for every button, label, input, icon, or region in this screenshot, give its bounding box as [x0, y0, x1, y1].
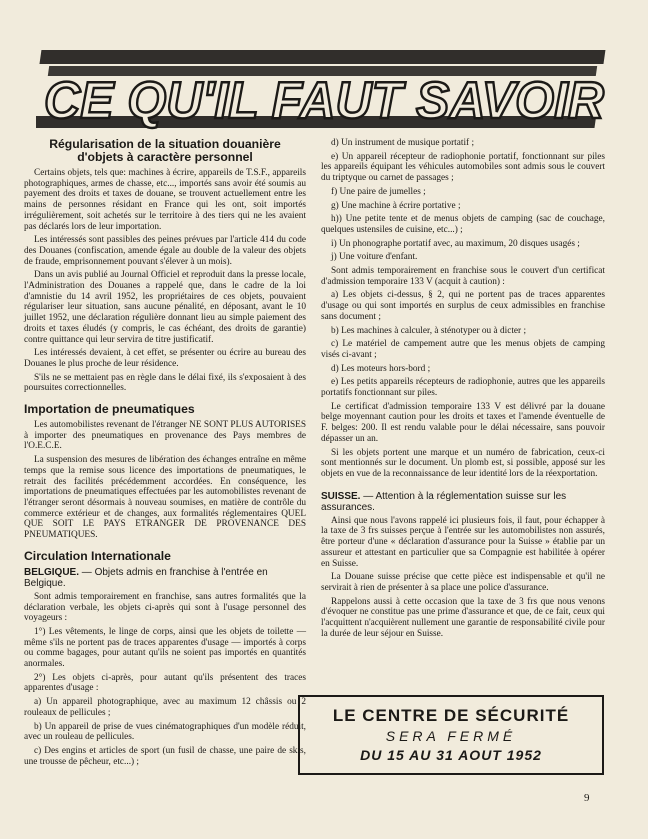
list-item: c) Des engins et articles de sport (un fusil de chasse, une paire de skis, une trousse de pêcheur, etc...) ;	[24, 745, 306, 767]
paragraph: Les automobilistes revenant de l'étranger NE SONT PLUS AUTORISES à importer des pneumatiques en provenance des Pays membres de l'O.E.C.E.	[24, 420, 306, 452]
paragraph: Sont admis temporairement en franchise sous le couvert d'un certificat d'admission temporaire 133 V (acquit à caution) :	[321, 266, 605, 287]
notice-subtitle: SERA FERMÉ	[385, 728, 517, 744]
paragraph: 1°) Les vêtements, le linge de corps, ainsi que les objets de toilette — même s'ils ne portent pas de traces apparentes d'usage — importés à corps ou comme bagages, pour autant qu'ils ne soient pas importés en quantités anormales.	[24, 626, 306, 670]
closure-notice-box	[298, 695, 604, 775]
section-heading: Régularisation de la situation douanière d'objets à caractère personnel	[49, 137, 281, 164]
banner-title: CE QU'IL FAUT SAVOIR	[44, 72, 605, 130]
list-item: a) Les objets ci-dessus, § 2, qui ne portent pas de traces apparentes d'usage ou qui sont importés en surplus de ceux admissibles en franchise sans document ;	[321, 290, 605, 322]
section-heading: Importation de pneumatiques	[24, 402, 195, 417]
paragraph: Dans un avis publié au Journal Officiel et reproduit dans la presse locale, l'Administration des Douanes a rappelé que, dans le cadre de la loi d'amnistie du 14 avril 1952, les propriétaires de ces objets, pouvaient régulariser leur situation, sans aucune pénalité, en déposant, avant le 10 juillet 1952, une déclaration régulière donnant lieu au simple paiement des droits et taxes éludés (y compris, le cas échéant, des droits de garantie) contre quittance qui leur servira de titre justificatif.	[24, 270, 306, 345]
paragraph: Le certificat d'admission temporaire 133 V est délivré par la douane belge moyennant caution pour les droits et taxes et l'amende éventuelle de F. belges: 200. Il est rendu valable pour le délai nécessaire, sans pouvoir dépasser un an.	[321, 401, 605, 444]
paragraph: S'ils ne se mettaient pas en règle dans le délai fixé, ils s'exposaient à des poursuites correctionnelles.	[24, 372, 306, 394]
list-item: h)) Une petite tente et de menus objets de camping (sac de couchage, quelques ustensiles de cuisine, etc...) ;	[321, 214, 605, 235]
paragraph: Sont admis temporairement en franchise, sans autres formalités que la déclaration verbale, les objets ci-après qui sont à l'usage personnel des voyageurs :	[24, 591, 306, 624]
paragraph: Les intéressés devaient, à cet effet, se présenter ou écrire au bureau des Douanes le plus proche de leur résidence.	[24, 348, 306, 369]
list-item: e) Les petits appareils récepteurs de radiophonie, autres que les appareils portatifs fonctionnant sur piles.	[321, 377, 605, 399]
list-item: d) Un instrument de musique portatif ;	[331, 138, 475, 148]
paragraph: Ainsi que nous l'avons rappelé ici plusieurs fois, il faut, pour échapper à la taxe de 3 frs suisses perçue à l'entrée sur les automobilistes non assurés, être porteur d'une « déclaration d'assurance pour la Suisse » établie par un assureur et attestant en particulier que sa Compagnie est habilitée à opérer en Suisse.	[321, 515, 605, 569]
notice-dates: DU 15 AU 31 AOUT 1952	[360, 747, 542, 763]
notice-title: LE CENTRE DE SÉCURITÉ	[332, 706, 570, 725]
left-column	[24, 138, 306, 770]
paragraph: Les intéressés sont passibles des peines prévues par l'article 414 du code des Douanes (confiscation, amende égale au double de la valeur des objets de fraude, emprisonnement pouvant s'élever à un mois).	[24, 235, 306, 267]
paragraph: Si les objets portent une marque et un numéro de fabrication, ceux-ci sont mentionnés sur le document. Un plomb est, si possible, apposé sur les objets en vue de la reconnaissance de leur identité lors de la réexportation.	[321, 447, 605, 479]
list-item: a) Un appareil photographique, avec au maximum 12 châssis ou 2 rouleaux de pellicules ;	[24, 697, 306, 718]
subsection-heading: BELGIQUE. — Objets admis en franchise à l'entrée en Belgique.	[24, 566, 268, 589]
paragraph: Certains objets, tels que: machines à écrire, appareils de T.S.F., appareils photographiques, armes de chasse, etc..., importés sans avoir été soumis au payement des droits et taxes de douane, se trouvent actuellement entre les mains de personnes résidant en France qui les ont, soit importés irrégulièrement, soit achetés sur le territoire à des tiers qui ne les avaient pas déclarés lors de leur importation.	[24, 168, 306, 232]
page-number: 9	[584, 792, 590, 804]
list-item: c) Le matériel de campement autre que les menus objets de camping visés ci-avant ;	[321, 339, 605, 360]
paragraph: La Douane suisse précise que cette pièce est indispensable et qu'il ne servirait à rien de présenter à sa place une police d'assurance.	[321, 572, 605, 593]
section-heading: Circulation Internationale	[24, 548, 171, 563]
list-item: g) Une machine à écrire portative ;	[331, 200, 461, 211]
list-item: b) Les machines à calculer, à sténotyper ou à dicter ;	[331, 325, 527, 336]
list-item: d) Les moteurs hors-bord ;	[331, 363, 431, 374]
paragraph: 2°) Les objets ci-après, pour autant qu'ils présentent des traces apparentes d'usage :	[24, 672, 306, 694]
title-banner	[36, 46, 612, 132]
paragraph: La suspension des mesures de libération des échanges entraîne en même temps que la remise sous licence des importations de pneumatiques, le retrait des facilités précédemment accordées. En conséquence, les importations de pneumatiques effectuées par les automobilistes revenant de l'étranger seront désormais à nouveau soumises, en matière de contrôle du commerce extérieur et de changes, aux formalités réglementaires QUEL QUE SOIT LE PAYS ETRANGER DE PROVENANCE DES PNEUMATIQUES.	[24, 455, 306, 541]
paragraph: Rappelons aussi à cette occasion que la taxe de 3 frs que nous venons d'évoquer ne constitue pas une prime d'assurance et que, de ce fait, ceux qui l'acquittent n'acquièrent nullement une garantie de responsabilité civile pour la durée de leur séjour en Suisse.	[321, 596, 605, 639]
list-item: i) Un phonographe portatif avec, au maximum, 20 disques usagés ;	[331, 238, 580, 249]
list-item: e) Un appareil récepteur de radiophonie portatif, fonctionnant sur piles les appareils équipant les véhicules automobiles sont admis sous le couvert du triptyque ou carnet de passages ;	[321, 151, 605, 184]
list-item: f) Une paire de jumelles ;	[331, 186, 426, 197]
right-column	[321, 138, 605, 642]
list-item: j) Une voiture d'enfant.	[331, 252, 418, 263]
subsection-heading: SUISSE. — Attention à la réglementation suisse sur les assurances.	[321, 490, 567, 513]
list-item: b) Un appareil de prise de vues cinématographiques d'un modèle réduit, avec un rouleau de pellicules.	[24, 721, 306, 743]
